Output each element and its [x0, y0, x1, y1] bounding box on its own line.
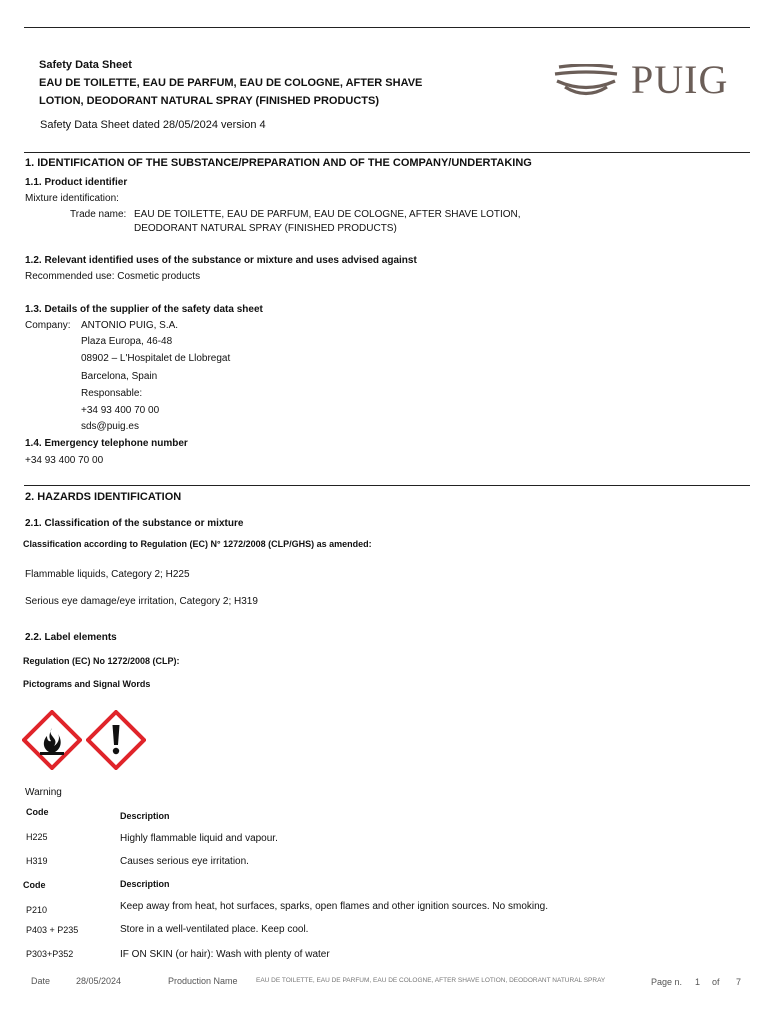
s13-title: 1.3. Details of the supplier of the safety data sheet: [25, 304, 263, 315]
address-line: +34 93 400 70 00: [81, 405, 160, 416]
puig-logo: [553, 57, 753, 102]
table-row-code: H225: [26, 832, 48, 842]
trade-name-label: Trade name:: [70, 209, 127, 220]
puig-waves-icon: [553, 64, 619, 100]
product-title-line1: EAU DE TOILETTE, EAU DE PARFUM, EAU DE COLOGNE, AFTER SHAVE: [39, 77, 423, 89]
footer-date-label: Date: [31, 976, 51, 986]
table-row-code: P210: [26, 905, 48, 915]
address-line: Responsable:: [81, 388, 143, 399]
exclamation-pictogram-icon: [86, 710, 146, 770]
table-row-desc: Store in a well-ventilated place. Keep cool.: [120, 924, 309, 935]
address-line: Plaza Europa, 46-48: [81, 336, 173, 347]
email-link[interactable]: sds@puig.es: [81, 421, 139, 432]
table-row-code: P303+P352: [26, 949, 74, 959]
p-table-col-code: Code: [23, 880, 46, 890]
s21-title: 2.1. Classification of the substance or mixture: [25, 518, 244, 529]
table-row-desc: Keep away from heat, hot surfaces, sparks, open flames and other ignition sources. No smoking.: [120, 901, 548, 912]
s12-title: 1.2. Relevant identified uses of the substance or mixture and uses advised against: [25, 255, 417, 266]
s11-title: 1.1. Product identifier: [25, 177, 128, 188]
s14-title: 1.4. Emergency telephone number: [25, 438, 188, 449]
product-title-line2: LOTION, DEODORANT NATURAL SPRAY (FINISHED PRODUCTS): [39, 95, 379, 107]
section2-title: 2. HAZARDS IDENTIFICATION: [25, 491, 182, 503]
company-name: ANTONIO PUIG, S.A.: [81, 320, 179, 331]
top-rule: [24, 27, 750, 28]
mixture-label: Mixture identification:: [25, 193, 119, 204]
emergency-phone: +34 93 400 70 00: [25, 455, 104, 466]
company-label: Company:: [25, 320, 71, 331]
trade-name-line2: DEODORANT NATURAL SPRAY (FINISHED PRODUCTS): [134, 223, 397, 234]
version-date: Safety Data Sheet dated 28/05/2024 version 4: [40, 119, 266, 131]
footer-of-label: of: [712, 977, 720, 987]
footer-production-label: Production Name: [168, 976, 238, 986]
h-table-col-code: Code: [26, 807, 49, 817]
classification-item: Flammable liquids, Category 2; H225: [25, 569, 190, 580]
doc-title: Safety Data Sheet: [39, 59, 132, 71]
regulation-label: Regulation (EC) No 1272/2008 (CLP):: [23, 656, 180, 666]
section1-title: 1. IDENTIFICATION OF THE SUBSTANCE/PREPARATION AND OF THE COMPANY/UNDERTAKING: [25, 157, 532, 169]
table-row-desc: Highly flammable liquid and vapour.: [120, 833, 278, 844]
section2-rule: [24, 485, 750, 486]
h-table-col-desc: Description: [120, 811, 170, 821]
s22-title: 2.2. Label elements: [25, 632, 117, 643]
table-row-desc: IF ON SKIN (or hair): Wash with plenty of water: [120, 949, 330, 960]
footer-production-value: EAU DE TOILETTE, EAU DE PARFUM, EAU DE COLOGNE, AFTER SHAVE LOTION, DEODORANT NATURAL SPRAY: [256, 977, 606, 984]
section1-rule: [24, 152, 750, 153]
table-row-code: H319: [26, 856, 48, 866]
classification-item: Serious eye damage/eye irritation, Category 2; H319: [25, 596, 258, 607]
recommended-use: Recommended use: Cosmetic products: [25, 271, 201, 282]
trade-name-line1: EAU DE TOILETTE, EAU DE PARFUM, EAU DE COLOGNE, AFTER SHAVE LOTION,: [134, 209, 521, 220]
p-table-col-desc: Description: [120, 879, 170, 889]
address-line: Barcelona, Spain: [81, 371, 158, 382]
footer-date-value: 28/05/2024: [76, 976, 122, 986]
footer-page-total: 7: [736, 977, 742, 987]
footer-page-current: 1: [695, 977, 701, 987]
address-line: 08902 – L'Hospitalet de Llobregat: [81, 353, 231, 364]
signal-word: Warning: [25, 787, 62, 798]
table-row-desc: Causes serious eye irritation.: [120, 856, 249, 867]
table-row-code: P403 + P235: [26, 925, 79, 935]
flame-pictogram-icon: [22, 710, 82, 770]
footer-page-label: Page n.: [651, 977, 683, 987]
pictograms-heading: Pictograms and Signal Words: [23, 679, 151, 689]
puig-logo-text: PUIG: [631, 57, 729, 102]
classification-heading: Classification according to Regulation (EC) N° 1272/2008 (CLP/GHS) as amended:: [23, 539, 372, 549]
